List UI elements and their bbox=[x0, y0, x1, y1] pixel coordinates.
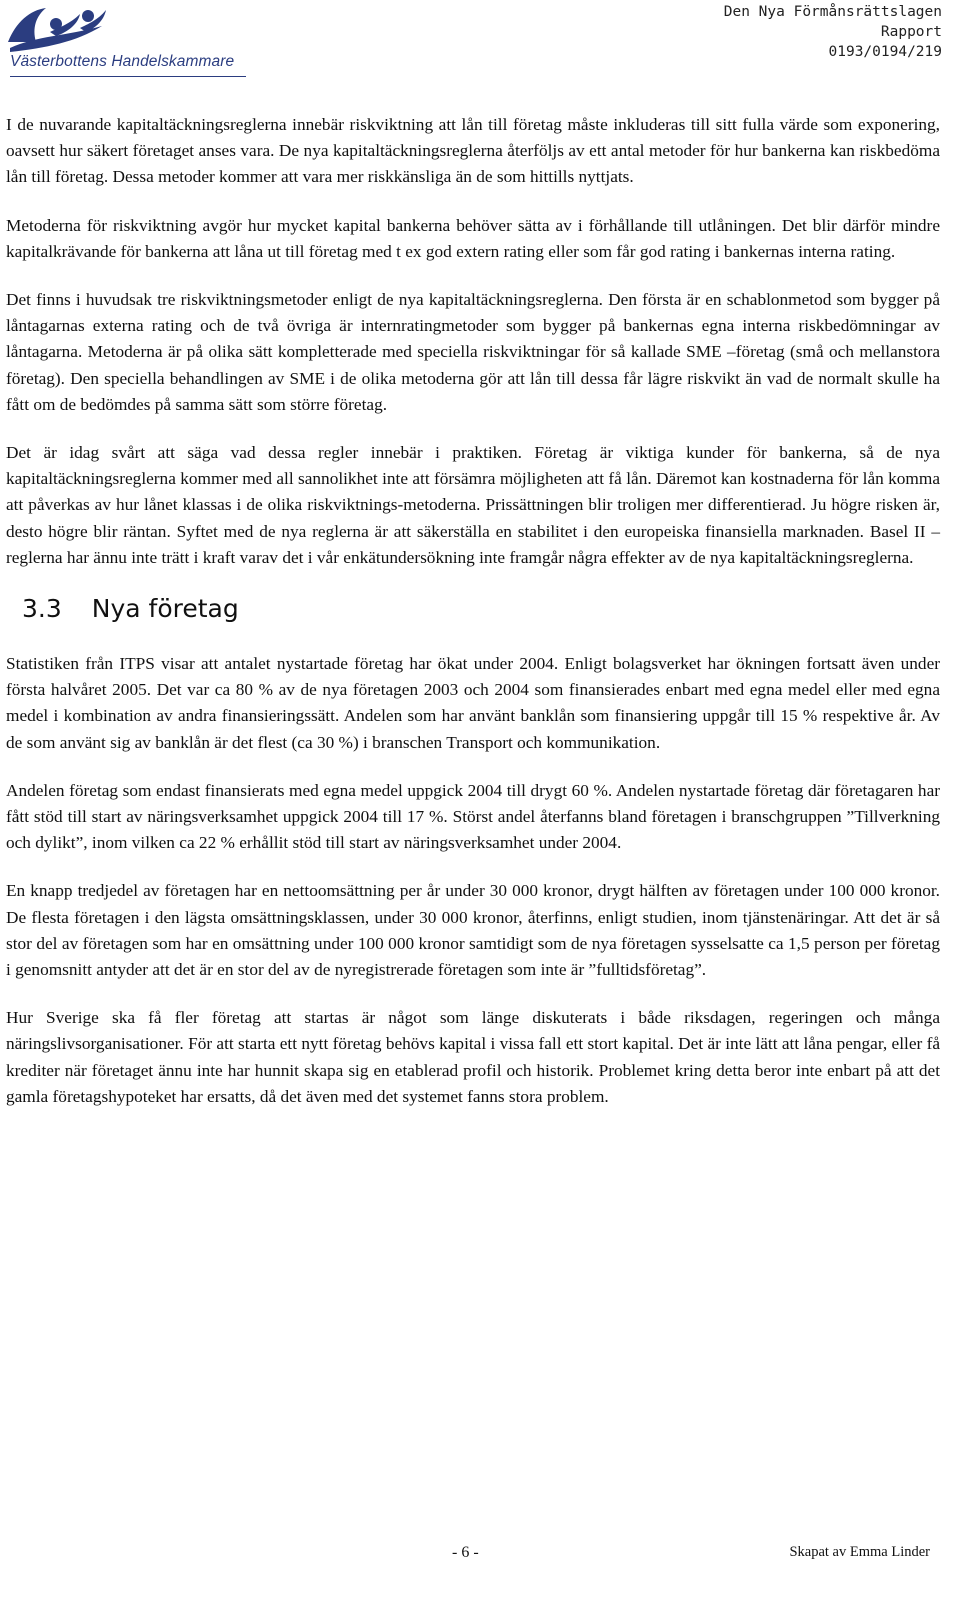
paragraph: Andelen företag som endast finansierats med egna medel uppgick 2004 till drygt 60 %. Andelen nystartade företag där företagaren har fått stöd till start av näringsverksamhet uppgick 2004 till 17 %. Störst andel återfanns bland företagen i branschgruppen ”Tillverkning och dylikt”, inom vilken ca 22 % erhållit stöd till start av näringsverksamhet under 2004. bbox=[6, 780, 940, 853]
page-footer bbox=[0, 1544, 960, 1574]
paragraph: Det är idag svårt att säga vad dessa regler innebär i praktiken. Företag är viktiga kunder för bankerna, så de nya kapitaltäckningsreglerna kommer med all sannolikhet inte att försämra möjligheten att få lån. Däremot kan kostnaderna för lån komma att påverkas av hur lånet klassas i de olika riskviktnings-metoderna. Prissättningen blir troligen mer differentierad. Ju högre risken är, desto högre blir räntan. Syftet med de nya reglerna är att säkerställa en stabilitet i den europeiska finansiella marknaden. Basel II – reglerna har ännu inte trätt i kraft varav det i vår enkätundersökning inte framgår några effekter av de nya kapitaltäckningsreglerna. bbox=[6, 443, 940, 567]
page-number: - 6 - bbox=[452, 1544, 479, 1561]
paragraph: Metoderna för riskviktning avgör hur mycket kapital bankerna behöver sätta av i förhållande till utlåningen. Det blir därför mindre kapitalkrävande för bankerna att låna ut till företag med t ex god extern rating eller som får god rating i bankernas interna rating. bbox=[6, 215, 940, 261]
logo-emblem-icon bbox=[6, 2, 116, 54]
document-body bbox=[6, 112, 940, 1132]
header-info bbox=[724, 2, 942, 62]
author-credit: Skapat av Emma Linder bbox=[789, 1544, 930, 1560]
section-heading bbox=[22, 593, 940, 625]
document-title: Den Nya Förmånsrättslagen bbox=[723, 4, 942, 20]
logo-text: Västerbottens Handelskammare bbox=[10, 53, 235, 70]
paragraph: Statistiken från ITPS visar att antalet nystartade företag har ökat under 2004. Enligt bolagsverket har ökningen fortsatt även under första halvåret 2005. Det var ca 80 % av de nya företagen 2003 och 2004 som finansierades enbart med egna medel eller med egna medel i kombination av andra finansieringssätt. Andelen som har använt banklån som finansiering uppgår till 15 % respektive år. Av de som använt sig av banklån är det flest (ca 30 %) i branschen Transport och kommunikation. bbox=[6, 654, 940, 752]
paragraph: Det finns i huvudsak tre riskviktningsmetoder enligt de nya kapitaltäckningsreglerna. Den första är en schablonmetod som bygger på låntagarnas externa rating och de två övriga är internratingmetoder som bygger på bankernas egna interna riskbedömningar av låntagarna. Metoderna är på olika sätt kompletterade med speciella riskviktningar för så kallade SME –företag (små och mellanstora företag). Den speciella behandlingen av SME i de olika metoderna gör att lån till dessa får lägre riskvikt än vad de normalt skulle ha fått om de bedömdes på samma sätt som större företag. bbox=[6, 290, 940, 414]
document-number: 0193/0194/219 bbox=[828, 44, 942, 60]
paragraph: Hur Sverige ska få fler företag att startas är något som länge diskuterats i både riksdagen, regeringen och många näringslivsorganisationer. För att starta ett nytt företag behövs kapital i vissa fall ett stort kapital. Det är inte lätt att låna pengar, eller få krediter när företaget ännu inte har hunnit skapa sig en etablerad profil och historik. Problemet kring detta beror inte enbart på att det gamla företagshypoteket har ersatts, då det även med det systemet fanns stora problem. bbox=[6, 1008, 940, 1106]
logo-divider bbox=[10, 76, 246, 77]
section-number: 3.3 bbox=[22, 594, 62, 624]
paragraph: I de nuvarande kapitaltäckningsreglerna innebär riskviktning att lån till företag måste inkluderas till sitt fulla värde som exponering, oavsett hur säkert företaget anses vara. De nya kapitaltäckningsreglerna återföljs av ett antal metoder för hur bankerna kan riskbedöma lån till företag. Dessa metoder kommer att vara mer riskkänsliga än de som hittills nyttjats. bbox=[6, 115, 940, 187]
paragraph: En knapp tredjedel av företagen har en nettoomsättning per år under 30 000 kronor, drygt hälften av företagen under 100 000 kronor. De flesta företagen i den lägsta omsättningsklassen, under 30 000 kronor, återfinns, enligt studien, inom tjänstenäringar. Att det är så stor del av företagen som har en omsättning under 100 000 kronor samtidigt som de nya företagen sysselsatte ca 1,5 person per företag i genomsnitt antyder att det är en stor del av de nyregistrerade företagen som inte är ”fulltidsföretag”. bbox=[6, 881, 940, 980]
section-title: Nya företag bbox=[91, 594, 239, 624]
page-header bbox=[0, 0, 960, 90]
logo bbox=[6, 2, 246, 80]
document-type: Rapport bbox=[880, 24, 942, 40]
